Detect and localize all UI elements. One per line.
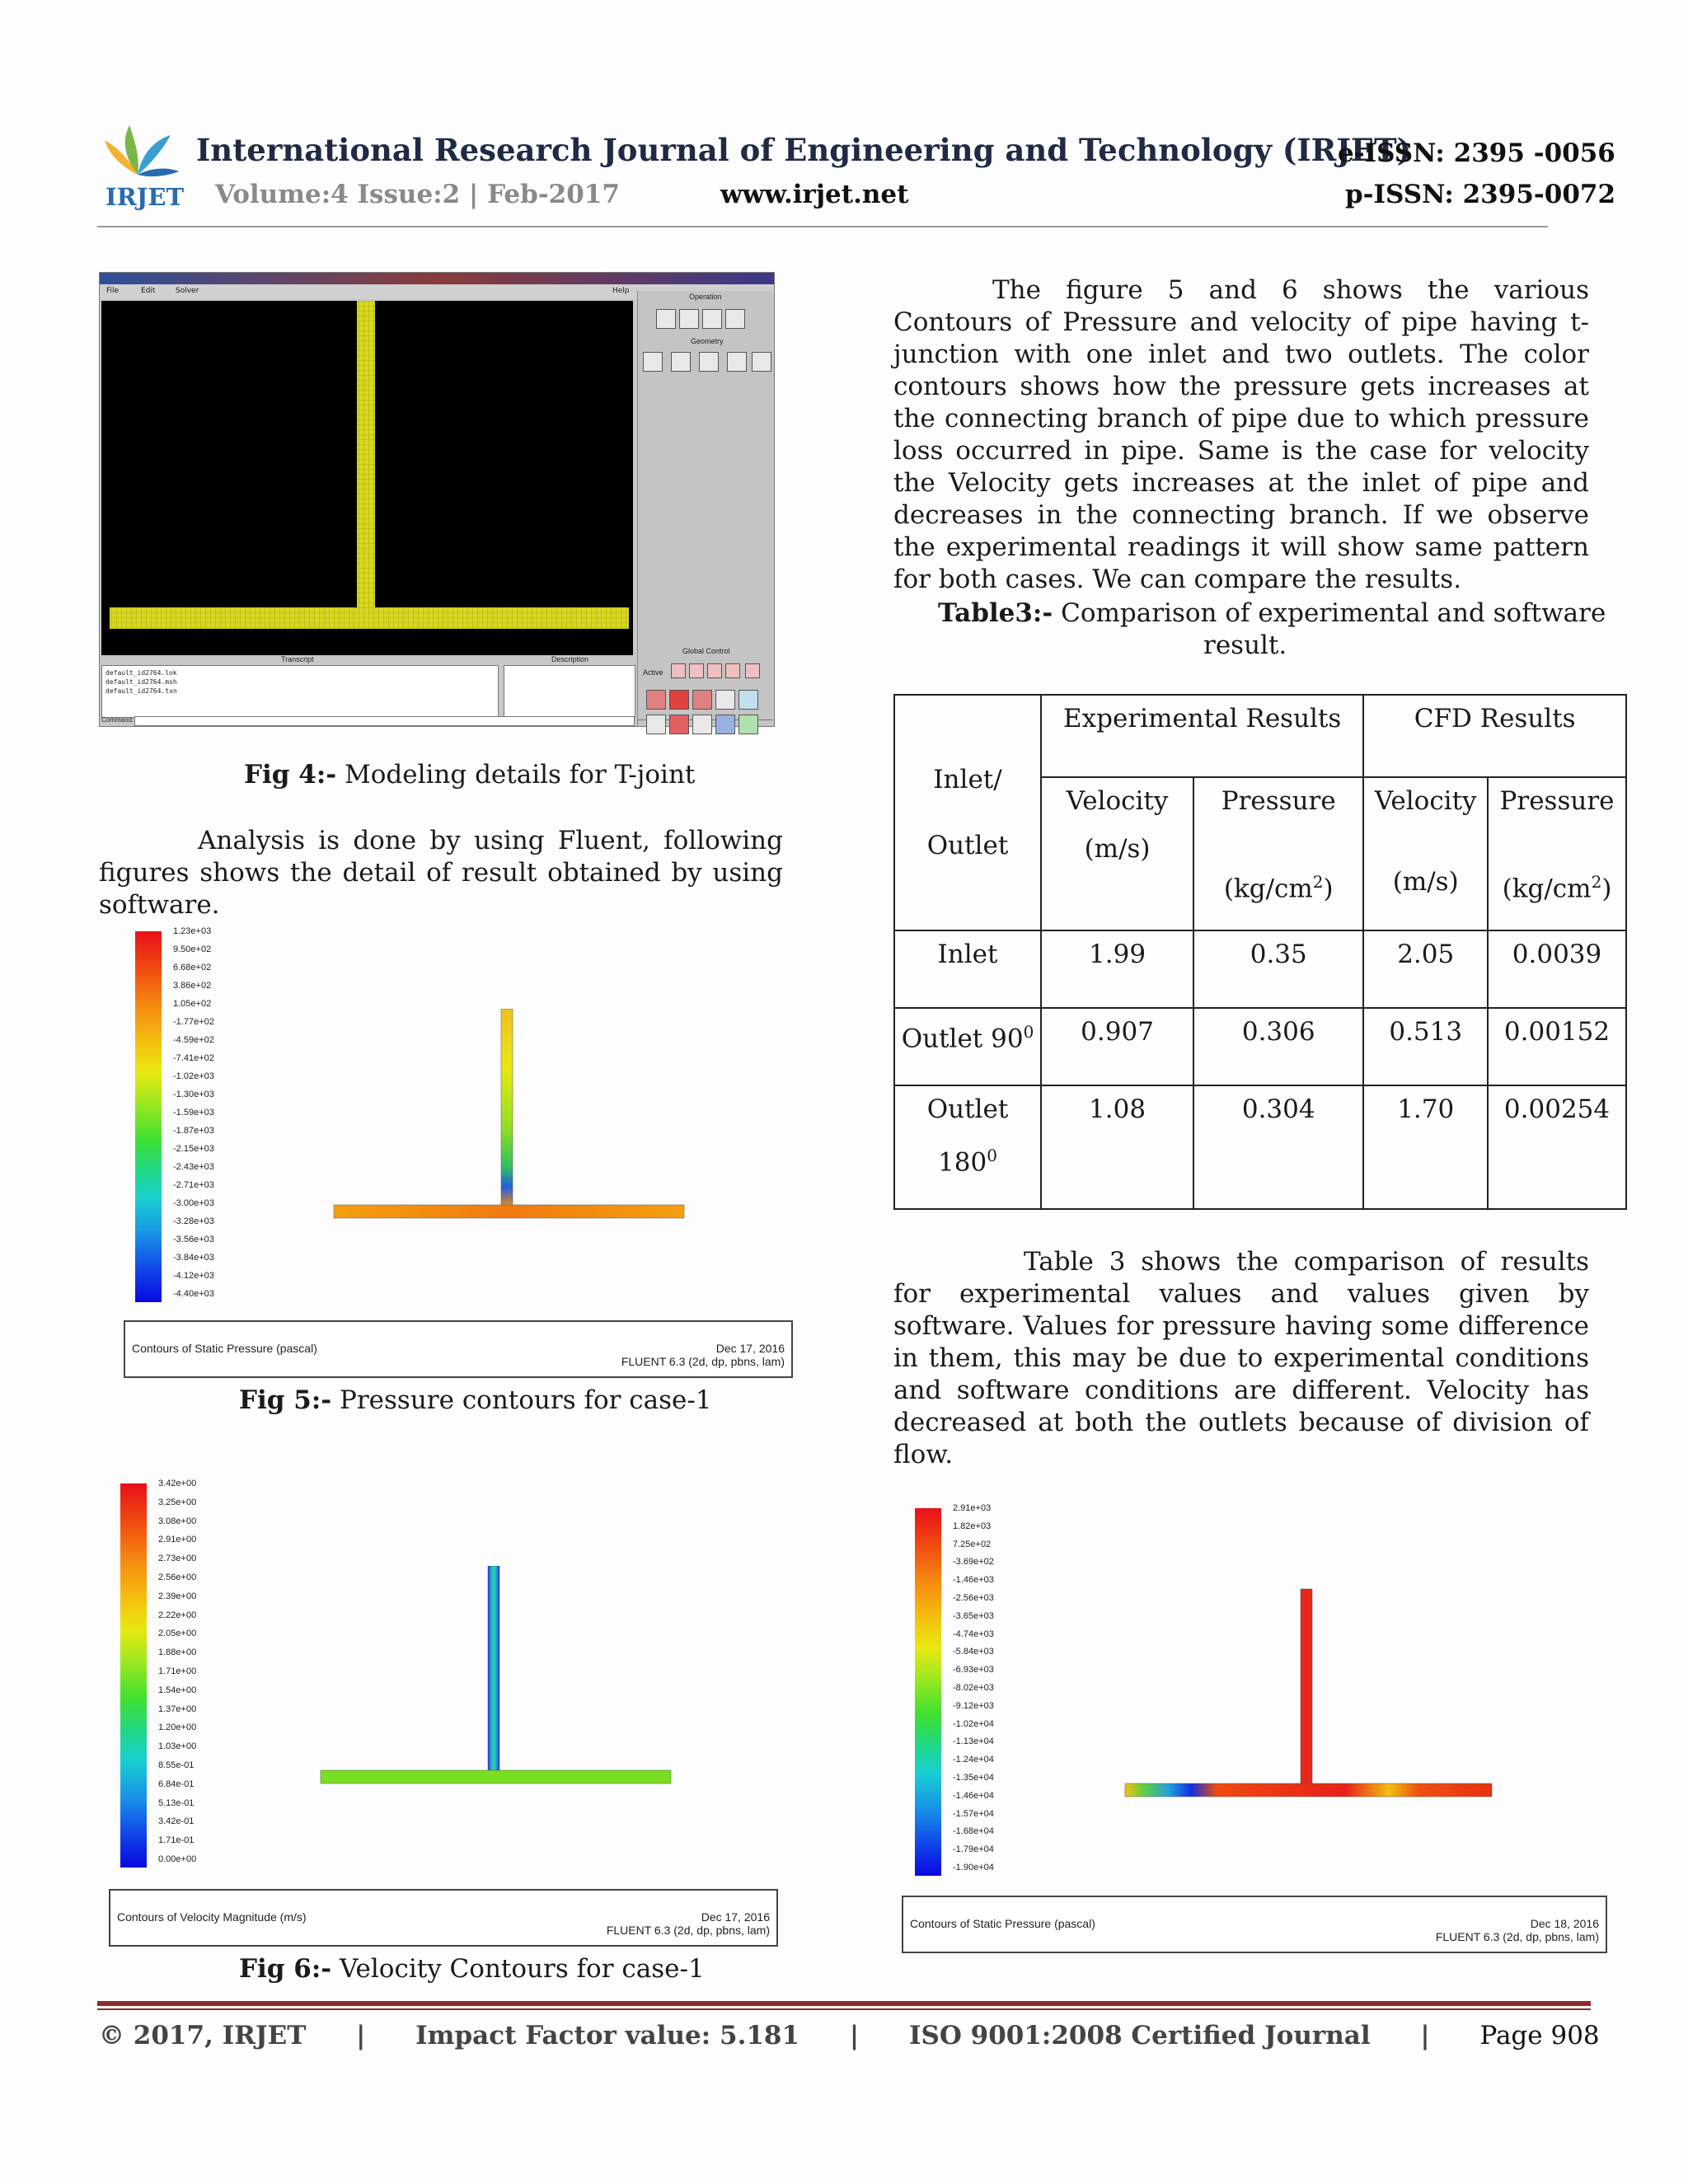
global-btn-15[interactable]	[738, 715, 758, 734]
colorbar-tick-label: 6.84e-01	[158, 1779, 195, 1789]
fig5-caption: Fig 5:- Pressure contours for case-1	[239, 1385, 712, 1415]
colorbar-tick-label: 1.03e+00	[158, 1741, 197, 1752]
footer-impact: Impact Factor value: 5.181	[415, 2021, 800, 2050]
operation-btn-4[interactable]	[725, 309, 745, 329]
geometry-btn-3[interactable]	[699, 352, 719, 372]
cfd-velocity-cell: 2.05	[1363, 930, 1488, 1008]
colorbar-tick-label: -3.56e+03	[173, 1235, 214, 1244]
fig5-horizontal-pipe	[334, 1205, 684, 1218]
colorbar-tick-label: 3.86e+02	[173, 981, 212, 991]
colorbar-tick-label: 6.68e+02	[173, 963, 212, 972]
colorbar-tick-label: 2.56e+00	[158, 1572, 197, 1582]
cfd-pressure-cell: 0.00254	[1488, 1085, 1626, 1209]
global-btn-14[interactable]	[715, 715, 735, 734]
cfd-velocity-cell: 0.513	[1363, 1008, 1488, 1085]
transcript-box[interactable]	[101, 665, 499, 718]
page-number: Page 908	[1479, 2021, 1600, 2050]
global-btn-2[interactable]	[689, 663, 704, 678]
geometry-btn-4[interactable]	[727, 352, 747, 372]
footer-rule-thin	[97, 2008, 1591, 2010]
transcript-line: default_id2764.lok	[106, 669, 177, 677]
fig6-caption: Fig 6:- Velocity Contours for case-1	[239, 1954, 705, 1984]
colorbar-tick-label: -1.87e+03	[173, 1126, 214, 1136]
colorbar-tick-label: -5.84e+03	[953, 1647, 994, 1657]
footer-sep: |	[356, 2021, 366, 2050]
exp-velocity-cell: 0.907	[1041, 1008, 1193, 1085]
colorbar-tick-label: -3.69e+02	[953, 1557, 994, 1568]
window-titlebar	[100, 273, 774, 284]
panel-global-control-label: Global Control	[682, 647, 730, 655]
fig6-info-box	[109, 1889, 778, 1947]
fig5-contour-title: Contours of Static Pressure (pascal)	[132, 1342, 317, 1355]
menu-help[interactable]: Help	[612, 287, 630, 295]
global-btn-8[interactable]	[692, 690, 712, 710]
operation-btn-1[interactable]	[656, 309, 676, 329]
colorbar-tick-label: 1.71e-01	[158, 1835, 195, 1846]
fig7-pressure-field	[1121, 1582, 1500, 1805]
footer-sep: |	[1420, 2021, 1430, 2050]
footer	[99, 2021, 1600, 2050]
fig6-contour-meta: Dec 17, 2016 FLUENT 6.3 (2d, dp, pbns, lam)	[606, 1910, 770, 1937]
global-btn-5[interactable]	[745, 663, 760, 678]
colorbar-tick-label: -1.46e+04	[953, 1790, 994, 1801]
colorbar-tick-label: 1.82e+03	[953, 1521, 992, 1531]
colorbar-tick-label: -9.12e+03	[953, 1700, 994, 1711]
header-divider	[97, 226, 1548, 227]
global-btn-13[interactable]	[692, 715, 712, 734]
results-table	[893, 694, 1627, 1210]
command-input[interactable]	[134, 716, 635, 726]
transcript-line: default_id2764.txn	[106, 687, 177, 695]
colorbar-tick-label: 1.23e+03	[173, 926, 212, 936]
colorbar-tick-label: -3.28e+03	[173, 1216, 214, 1226]
fig5-info-box	[124, 1320, 793, 1378]
fig5-vertical-branch	[501, 1009, 513, 1207]
colorbar-tick-label: -4.59e+02	[173, 1035, 214, 1045]
fig6-contour-title: Contours of Velocity Magnitude (m/s)	[117, 1910, 307, 1924]
fig7-t-joint-plot	[1121, 1582, 1500, 1808]
transcript-label: Transcript	[281, 655, 314, 663]
header-exp-velocity: Velocity (m/s)	[1041, 777, 1193, 930]
colorbar-tick-label: 1.71e+00	[158, 1666, 197, 1676]
colorbar-tick-label: -1.59e+03	[173, 1108, 214, 1118]
colorbar-tick-label: 3.42e+00	[158, 1479, 197, 1488]
header-cfd: CFD Results	[1363, 695, 1626, 777]
colorbar-tick-label: -2.71e+03	[173, 1180, 214, 1190]
footer-rule	[97, 2001, 1591, 2006]
table-row	[894, 930, 1626, 1008]
header-inlet-outlet: Inlet/ Outlet	[894, 695, 1041, 930]
colorbar-tick-label: 3.42e-01	[158, 1816, 195, 1827]
fig7-contour-meta: Dec 18, 2016 FLUENT 6.3 (2d, dp, pbns, lam)	[1435, 1917, 1599, 1943]
fig7-horizontal-pipe	[1125, 1783, 1492, 1797]
fig4-caption: Fig 4:- Modeling details for T-joint	[244, 760, 696, 790]
colorbar-tick-label: -8.02e+03	[953, 1683, 994, 1693]
fig6-vertical-branch	[488, 1566, 499, 1772]
row-label: Inlet	[894, 930, 1041, 1008]
global-btn-3[interactable]	[707, 663, 722, 678]
colorbar-tick-label: 2.22e+00	[158, 1610, 197, 1620]
header-cfd-velocity: Velocity (m/s)	[1363, 777, 1488, 930]
footer-sep: |	[849, 2021, 860, 2050]
colorbar-tick-label: 2.05e+00	[158, 1629, 197, 1639]
header-exp-pressure: Pressure $(kg/cm^2)$	[1193, 777, 1363, 930]
exp-pressure-cell: 0.35	[1193, 930, 1363, 1008]
colorbar-tick-label: 7.25e+02	[953, 1539, 992, 1549]
header-cfd-pressure: Pressure $(kg/cm^2)$	[1488, 777, 1626, 930]
journal-website[interactable]: www.irjet.net	[720, 180, 909, 209]
colorbar-tick-label: -2.43e+03	[173, 1162, 214, 1172]
fig6-velocity-field	[316, 1566, 679, 1788]
cfd-pressure-cell: 0.0039	[1488, 930, 1626, 1008]
colorbar-tick-label: -1.57e+04	[953, 1808, 994, 1819]
colorbar-tick-label: -4.12e+03	[173, 1271, 214, 1281]
colorbar-tick-label: 1.37e+00	[158, 1704, 197, 1714]
pissn: p-ISSN: 2395-0072	[1345, 180, 1616, 209]
right-paragraph-2: Table 3 shows the comparison of results for experimental values and values given by software. Values for pressure having some difference in them, this may be due to experimental conditions and software conditions are different. Velocity has decreased at both the outlets because of division of flow.	[893, 1247, 1589, 1469]
fig5-contour-meta: Dec 17, 2016 FLUENT 6.3 (2d, dp, pbns, lam)	[621, 1342, 785, 1368]
global-btn-4[interactable]	[725, 663, 740, 678]
fig7-info-box	[902, 1896, 1607, 1953]
command-label: Command:	[101, 716, 134, 724]
colorbar-tick-label: 1.05e+02	[173, 999, 212, 1009]
colorbar-tick-label: -2.15e+03	[173, 1144, 214, 1154]
colorbar-tick-label: -7.41e+02	[173, 1053, 214, 1063]
colorbar-tick-label: 3.25e+00	[158, 1497, 197, 1507]
fig7-vertical-branch	[1301, 1589, 1312, 1788]
description-label: Description	[551, 655, 589, 663]
colorbar-tick-label: -1.77e+02	[173, 1017, 214, 1027]
journal-title: International Research Journal of Engineering and Technology (IRJET)	[196, 132, 1412, 168]
colorbar-tick-label: -1.02e+03	[173, 1071, 214, 1081]
header-experimental: Experimental Results	[1041, 695, 1363, 777]
global-btn-9[interactable]	[715, 690, 735, 710]
colorbar-tick-label: -4.40e+03	[173, 1289, 214, 1299]
fig5-pressure-field	[330, 1009, 692, 1223]
colorbar-tick-label: 0.00e+00	[158, 1854, 197, 1864]
colorbar-tick-label: 3.08e+00	[158, 1516, 197, 1526]
pressure-color-scale-2	[915, 1508, 941, 1876]
description-box[interactable]	[504, 665, 635, 718]
colorbar-tick-label: -2.56e+03	[953, 1593, 994, 1603]
eissn: e-ISSN: 2395 -0056	[1338, 138, 1615, 168]
mesh-canvas	[101, 301, 633, 655]
cfd-pressure-cell: 0.00152	[1488, 1008, 1626, 1085]
geometry-btn-1[interactable]	[643, 352, 663, 372]
exp-velocity-cell: 1.99	[1041, 930, 1193, 1008]
global-btn-1[interactable]	[671, 663, 686, 678]
global-btn-10[interactable]	[738, 690, 758, 710]
colorbar-tick-label: -1.79e+04	[953, 1844, 994, 1855]
colorbar-tick-label: -1.35e+04	[953, 1773, 994, 1783]
panel-geometry-label: Geometry	[691, 337, 724, 345]
colorbar-tick-label: -1.90e+04	[953, 1863, 994, 1872]
fig4-fluent-screenshot	[99, 272, 775, 727]
fig7-contour-title: Contours of Static Pressure (pascal)	[910, 1917, 1095, 1930]
global-btn-7[interactable]	[669, 690, 689, 710]
mesh-horizontal-pipe	[110, 607, 629, 629]
fig6-horizontal-pipe	[321, 1770, 671, 1783]
table3-caption: Table3:- Comparison of experimental and software	[938, 598, 1606, 628]
velocity-color-scale	[120, 1483, 147, 1868]
colorbar-tick-label: 5.13e-01	[158, 1797, 195, 1808]
panel-active-label: Active	[643, 668, 663, 677]
table-row	[894, 1008, 1626, 1085]
fig6-t-joint-plot	[316, 1566, 679, 1792]
colorbar-tick-label: 2.91e+03	[953, 1503, 992, 1513]
colorbar-tick-label: -3.00e+03	[173, 1198, 214, 1208]
logo-text: IRJET	[106, 183, 185, 211]
colorbar-tick-label: 1.54e+00	[158, 1685, 197, 1695]
colorbar-tick-label: -6.93e+03	[953, 1665, 994, 1675]
colorbar-tick-label: -3.84e+03	[173, 1253, 214, 1263]
colorbar-tick-label: -4.74e+03	[953, 1629, 994, 1639]
colorbar-tick-label: -1.24e+04	[953, 1755, 994, 1765]
operation-btn-3[interactable]	[702, 309, 722, 329]
control-panel	[637, 291, 773, 726]
exp-pressure-cell: 0.304	[1193, 1085, 1363, 1209]
colorbar-tick-label: -1.02e+04	[953, 1718, 994, 1729]
global-btn-11[interactable]	[646, 715, 666, 734]
exp-pressure-cell: 0.306	[1193, 1008, 1363, 1085]
footer-copyright: © 2017, IRJET	[99, 2021, 307, 2050]
colorbar-tick-label: -1.13e+04	[953, 1736, 994, 1747]
mesh-vertical-branch	[357, 301, 375, 610]
table3-caption-line2: result.	[1203, 630, 1287, 660]
transcript-line: default_id2764.msh	[106, 678, 177, 686]
cfd-velocity-cell: 1.70	[1363, 1085, 1488, 1209]
pressure-color-scale	[135, 931, 162, 1302]
right-paragraph-1: The figure 5 and 6 shows the various Contours of Pressure and velocity of pipe having t-junction with one inlet and two outlets. The color contours shows how the pressure gets increases at the connecting branch of pipe due to which pressure loss occurred in pipe. Same is the case for velocity the Velocity gets increases at the inlet of pipe and decreases in the connecting branch. If we observe the experimental readings it will show same pattern for both cases. We can compare the results.	[893, 275, 1589, 594]
colorbar-tick-label: 8.55e-01	[158, 1760, 195, 1770]
geometry-btn-5[interactable]	[752, 352, 771, 372]
footer-iso: ISO 9001:2008 Certified Journal	[908, 2021, 1371, 2050]
geometry-btn-2[interactable]	[671, 352, 691, 372]
colorbar-tick-label: 2.73e+00	[158, 1554, 197, 1564]
fig5-t-joint-plot	[330, 1009, 692, 1226]
t-joint-mesh	[101, 301, 633, 655]
panel-operation-label: Operation	[689, 293, 722, 301]
colorbar-tick-label: 9.50e+02	[173, 944, 212, 954]
colorbar-tick-label: -1.30e+03	[173, 1090, 214, 1099]
exp-velocity-cell: 1.08	[1041, 1085, 1193, 1209]
table-row	[894, 1085, 1626, 1209]
colorbar-tick-label: 1.88e+00	[158, 1647, 197, 1658]
left-paragraph: Analysis is done by using Fluent, following figures shows the detail of result obtained by using software.	[99, 826, 783, 920]
colorbar-tick-label: 2.39e+00	[158, 1591, 197, 1601]
colorbar-tick-label: 1.20e+00	[158, 1722, 197, 1733]
global-btn-12[interactable]	[669, 715, 689, 734]
colorbar-tick-label: -1.46e+03	[953, 1575, 994, 1586]
menu-solver[interactable]: Solver	[176, 287, 199, 295]
colorbar-tick-label: -3.65e+03	[953, 1610, 994, 1621]
global-btn-6[interactable]	[646, 690, 666, 710]
colorbar-tick-label: -1.68e+04	[953, 1826, 994, 1837]
colorbar-tick-label: 2.91e+00	[158, 1535, 197, 1545]
row-label: Outlet $90^0$	[894, 1008, 1041, 1085]
row-label: Outlet $180^0$	[894, 1085, 1041, 1209]
menu-file[interactable]: File	[106, 287, 120, 295]
operation-btn-2[interactable]	[679, 309, 699, 329]
volume-issue: Volume:4 Issue:2 | Feb-2017	[215, 180, 620, 209]
menu-edit[interactable]: Edit	[141, 287, 156, 295]
